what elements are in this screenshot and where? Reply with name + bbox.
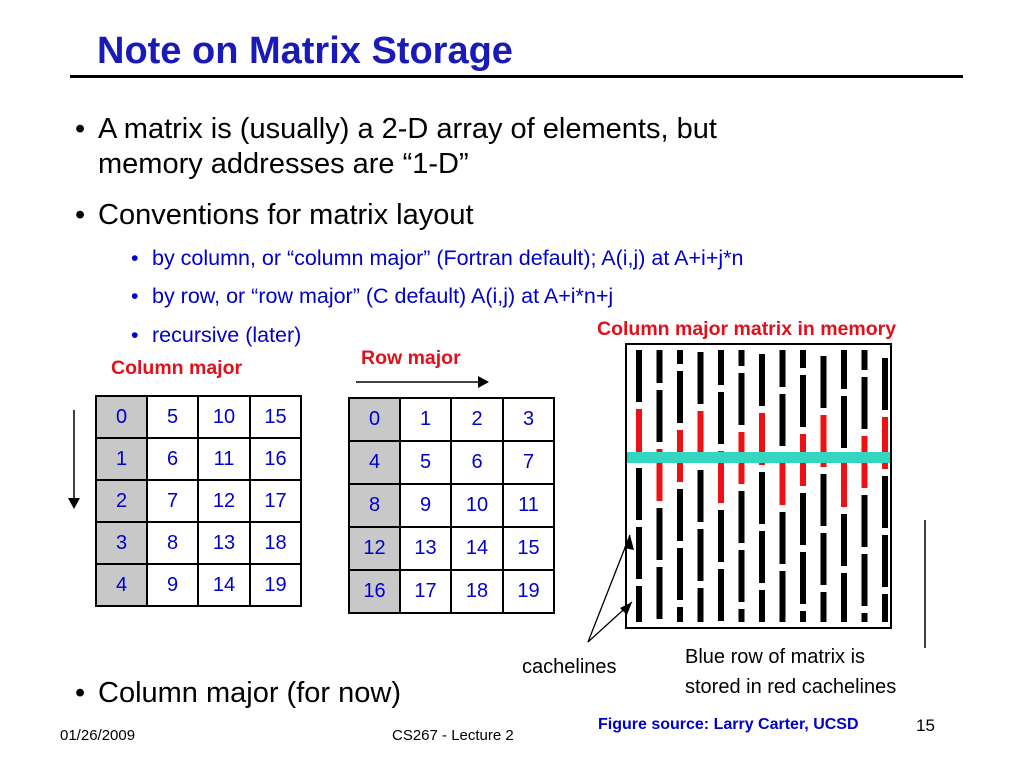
bullet-marker: •	[75, 199, 86, 231]
table-cell: 12	[198, 480, 250, 522]
sub-bullet-3-text: recursive (later)	[152, 323, 302, 347]
table-cell: 0	[96, 396, 147, 438]
table-cell: 4	[96, 564, 147, 606]
table-cell: 3	[96, 522, 147, 564]
table-cell: 13	[400, 527, 451, 570]
table-cell: 1	[96, 438, 147, 480]
table-cell: 10	[198, 396, 250, 438]
table-cell: 17	[400, 570, 451, 613]
table-cell: 4	[349, 441, 400, 484]
table-cell: 14	[198, 564, 250, 606]
table-cell: 0	[349, 398, 400, 441]
table-cell: 18	[250, 522, 301, 564]
table-cell: 14	[451, 527, 503, 570]
table-cell: 18	[451, 570, 503, 613]
table-cell: 6	[147, 438, 198, 480]
bullet-marker: •	[75, 677, 86, 709]
slide-title: Note on Matrix Storage	[97, 30, 513, 72]
table-cell: 10	[451, 484, 503, 527]
figure-source: Figure source: Larry Carter, UCSD	[598, 716, 859, 733]
table-cell: 5	[400, 441, 451, 484]
sub-bullet-marker: •	[131, 246, 139, 270]
table-cell: 5	[147, 396, 198, 438]
table-cell: 13	[198, 522, 250, 564]
blue-row-caption-line-1: Blue row of matrix is	[685, 646, 866, 668]
table-cell: 11	[198, 438, 250, 480]
figure-heading: Column major matrix in memory	[597, 318, 897, 340]
table-cell: 16	[349, 570, 400, 613]
table-cell: 2	[96, 480, 147, 522]
table-cell: 19	[503, 570, 554, 613]
table-cell: 6	[451, 441, 503, 484]
footer-course: CS267 - Lecture 2	[392, 727, 514, 744]
table-cell: 2	[451, 398, 503, 441]
table-cell: 15	[250, 396, 301, 438]
table-cell: 3	[503, 398, 554, 441]
blue-row-caption	[685, 642, 896, 702]
cachelines-label: cachelines	[522, 656, 617, 678]
sub-bullet-2-text: by row, or “row major” (C default) A(i,j) at A+i*n+j	[152, 284, 614, 308]
table-cell: 16	[250, 438, 301, 480]
table-cell: 12	[349, 527, 400, 570]
page-number: 15	[916, 716, 935, 735]
table-cell: 1	[400, 398, 451, 441]
table-cell: 9	[147, 564, 198, 606]
sub-bullet-1-text: by column, or “column major” (Fortran default); A(i,j) at A+i+j*n	[152, 246, 744, 270]
table-cell: 7	[503, 441, 554, 484]
table-cell: 11	[503, 484, 554, 527]
sub-bullet-marker: •	[131, 284, 139, 308]
bullet-marker: •	[75, 113, 86, 145]
row-major-label: Row major	[361, 347, 461, 369]
column-major-label: Column major	[111, 357, 243, 379]
blue-row-caption-line-2: stored in red cachelines	[685, 676, 897, 698]
table-cell: 8	[349, 484, 400, 527]
table-cell: 9	[400, 484, 451, 527]
bullet-3-text: Column major (for now)	[98, 677, 401, 709]
bullet-1-line-2: memory addresses are “1-D”	[98, 148, 469, 180]
bullet-3	[75, 676, 401, 711]
table-cell: 7	[147, 480, 198, 522]
bullet-1-line-1: A matrix is (usually) a 2-D array of elements, but	[98, 113, 717, 145]
table-cell: 8	[147, 522, 198, 564]
table-cell: 19	[250, 564, 301, 606]
footer-date: 01/26/2009	[60, 727, 136, 744]
table-cell: 15	[503, 527, 554, 570]
sub-bullet-marker: •	[131, 323, 139, 347]
bullet-2-text: Conventions for matrix layout	[98, 199, 474, 231]
table-cell: 17	[250, 480, 301, 522]
